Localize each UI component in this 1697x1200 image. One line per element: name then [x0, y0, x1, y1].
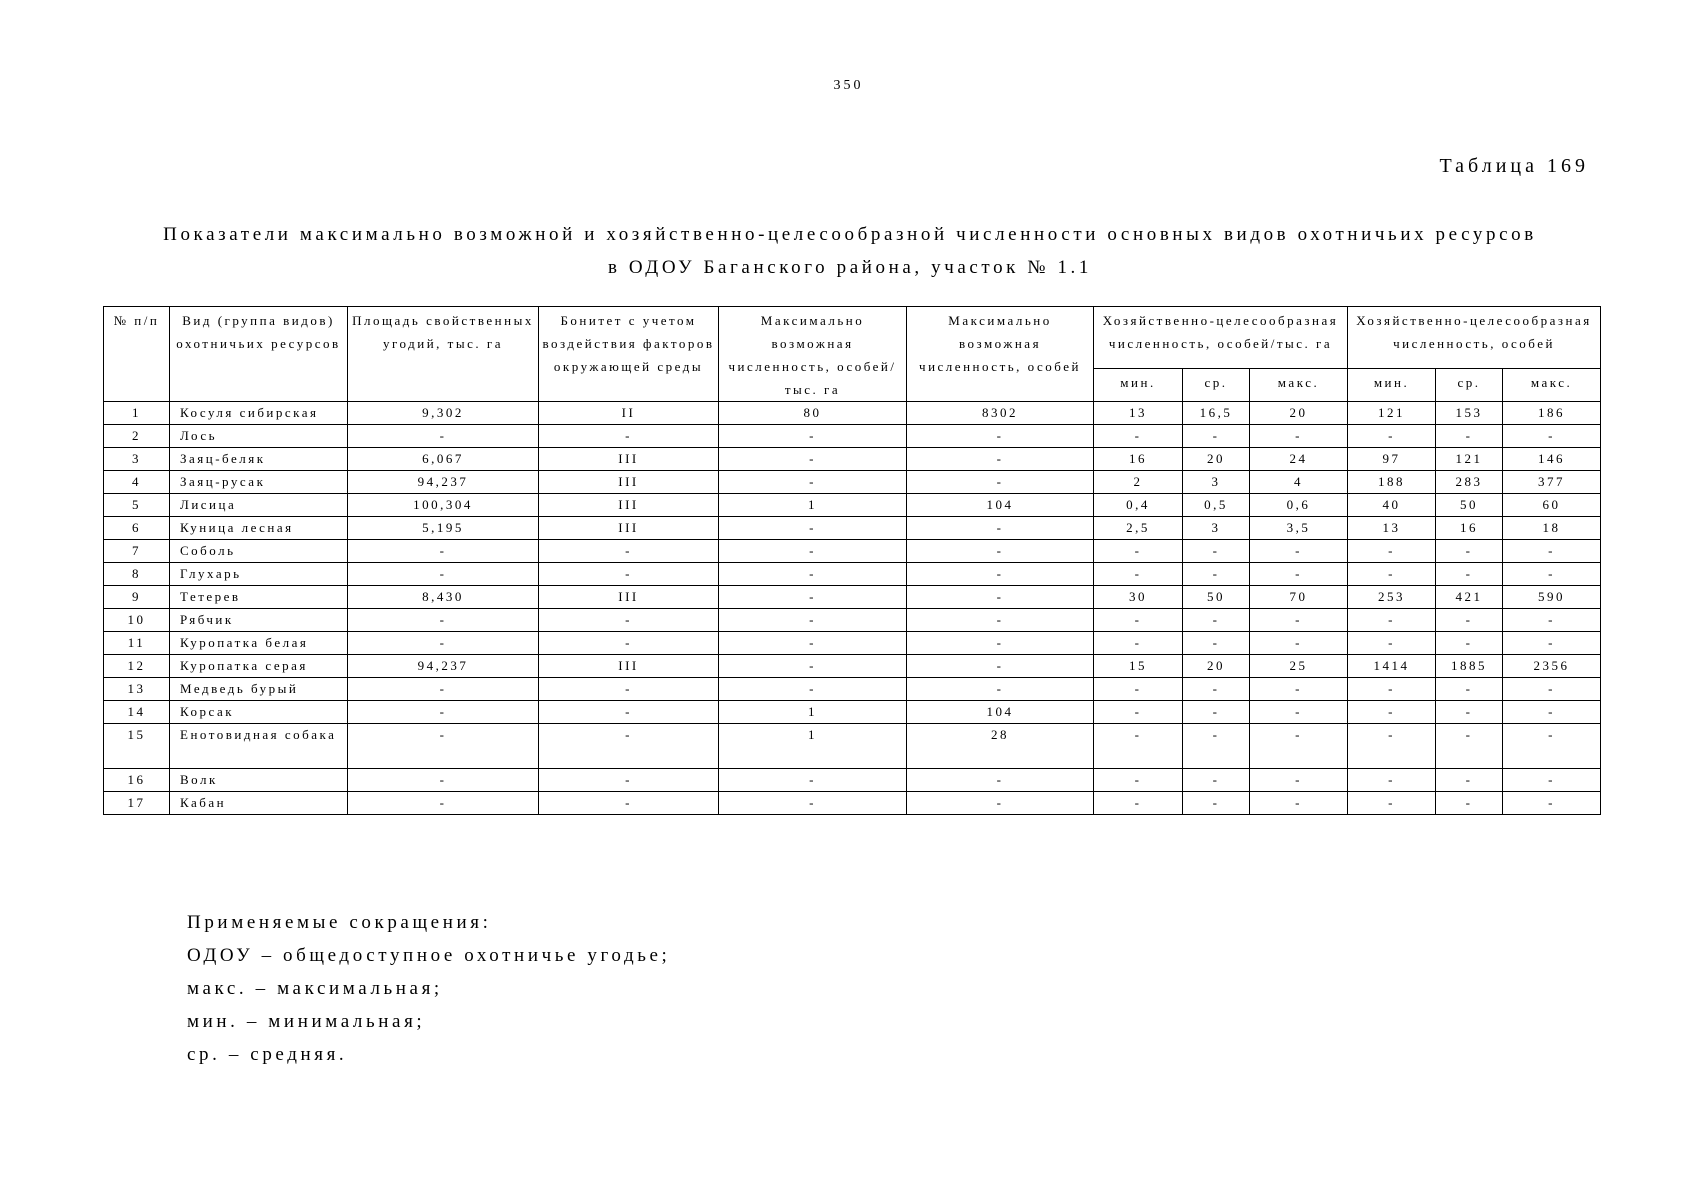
cell-bonitet: II: [539, 402, 719, 425]
cell-max-density: -: [719, 678, 907, 701]
cell-area: 5,195: [348, 517, 539, 540]
cell-hz-count-avg: 153: [1436, 402, 1503, 425]
cell-hz-count-avg: 121: [1436, 448, 1503, 471]
cell-hz-density-avg: -: [1183, 563, 1250, 586]
page-number: 350: [833, 78, 864, 93]
cell-hz-density-max: -: [1250, 678, 1348, 701]
cell-max-density: -: [719, 632, 907, 655]
cell-hz-count-avg: -: [1436, 563, 1503, 586]
abbreviation-item: мин. – минимальная;: [187, 1011, 426, 1032]
cell-hz-count-max: -: [1503, 632, 1601, 655]
cell-hz-density-min: 16: [1094, 448, 1183, 471]
cell-row-number: 1: [104, 402, 170, 425]
cell-species-name: Соболь: [170, 540, 348, 563]
table-row: [104, 563, 1601, 586]
table-row: [104, 448, 1601, 471]
cell-hz-density-max: 20: [1250, 402, 1348, 425]
cell-hz-count-avg: 16: [1436, 517, 1503, 540]
cell-species-name: Лисица: [170, 494, 348, 517]
cell-max-count: 104: [907, 494, 1094, 517]
cell-hz-density-max: -: [1250, 563, 1348, 586]
cell-hz-count-max: -: [1503, 724, 1601, 769]
header-hz-count-avg: ср.: [1436, 369, 1503, 402]
cell-area: -: [348, 425, 539, 448]
cell-hz-count-avg: 421: [1436, 586, 1503, 609]
cell-hz-density-max: -: [1250, 540, 1348, 563]
cell-area: 6,067: [348, 448, 539, 471]
cell-hz-density-min: -: [1094, 563, 1183, 586]
cell-bonitet: -: [539, 540, 719, 563]
cell-species-name: Рябчик: [170, 609, 348, 632]
cell-hz-count-max: -: [1503, 540, 1601, 563]
cell-area: -: [348, 769, 539, 792]
table-row: [104, 769, 1601, 792]
cell-bonitet: III: [539, 517, 719, 540]
cell-species-name: Медведь бурый: [170, 678, 348, 701]
cell-area: -: [348, 678, 539, 701]
cell-row-number: 5: [104, 494, 170, 517]
cell-hz-density-avg: -: [1183, 701, 1250, 724]
cell-hz-count-min: 121: [1348, 402, 1436, 425]
cell-hz-density-max: -: [1250, 609, 1348, 632]
cell-bonitet: -: [539, 563, 719, 586]
cell-hz-density-min: -: [1094, 540, 1183, 563]
table-row: [104, 678, 1601, 701]
cell-hz-density-max: 4: [1250, 471, 1348, 494]
table-row: [104, 655, 1601, 678]
header-area: Площадь свойственных угодий, тыс. га: [348, 307, 539, 402]
cell-hz-count-max: 146: [1503, 448, 1601, 471]
header-max-count: Максимально возможная численность, особей: [907, 307, 1094, 402]
cell-max-count: -: [907, 517, 1094, 540]
table-row: [104, 701, 1601, 724]
cell-max-density: -: [719, 769, 907, 792]
cell-species-name: Кабан: [170, 792, 348, 815]
cell-species-name: Лось: [170, 425, 348, 448]
cell-area: -: [348, 563, 539, 586]
cell-hz-density-avg: 3: [1183, 471, 1250, 494]
cell-row-number: 8: [104, 563, 170, 586]
cell-bonitet: III: [539, 471, 719, 494]
cell-hz-count-avg: -: [1436, 609, 1503, 632]
cell-max-count: 28: [907, 724, 1094, 769]
cell-max-density: 80: [719, 402, 907, 425]
cell-max-count: 104: [907, 701, 1094, 724]
header-hz-count-max: макс.: [1503, 369, 1601, 402]
cell-hz-count-avg: 283: [1436, 471, 1503, 494]
cell-hz-count-avg: -: [1436, 425, 1503, 448]
cell-max-count: -: [907, 609, 1094, 632]
cell-max-count: -: [907, 425, 1094, 448]
cell-species-name: Тетерев: [170, 586, 348, 609]
cell-area: 94,237: [348, 471, 539, 494]
cell-bonitet: III: [539, 655, 719, 678]
cell-hz-count-avg: -: [1436, 540, 1503, 563]
cell-max-count: -: [907, 586, 1094, 609]
cell-species-name: Косуля сибирская: [170, 402, 348, 425]
cell-area: -: [348, 724, 539, 769]
cell-hz-count-max: 2356: [1503, 655, 1601, 678]
cell-hz-density-avg: -: [1183, 632, 1250, 655]
cell-max-density: 1: [719, 724, 907, 769]
cell-species-name: Заяц-русак: [170, 471, 348, 494]
cell-hz-density-min: 2: [1094, 471, 1183, 494]
cell-hz-density-max: -: [1250, 769, 1348, 792]
cell-hz-count-max: 60: [1503, 494, 1601, 517]
cell-max-density: 1: [719, 701, 907, 724]
cell-area: 9,302: [348, 402, 539, 425]
table-row: [104, 494, 1601, 517]
table-row: [104, 425, 1601, 448]
cell-hz-count-min: -: [1348, 792, 1436, 815]
cell-hz-count-min: 188: [1348, 471, 1436, 494]
cell-hz-density-avg: -: [1183, 425, 1250, 448]
table-body: [104, 402, 1601, 815]
cell-bonitet: -: [539, 701, 719, 724]
cell-row-number: 15: [104, 724, 170, 769]
cell-hz-density-min: -: [1094, 792, 1183, 815]
abbreviation-item: макс. – максимальная;: [187, 978, 443, 999]
title-line-2: в ОДОУ Баганского района, участок № 1.1: [607, 257, 1092, 278]
cell-bonitet: -: [539, 769, 719, 792]
cell-hz-density-min: 15: [1094, 655, 1183, 678]
cell-hz-count-min: -: [1348, 678, 1436, 701]
cell-hz-density-min: -: [1094, 632, 1183, 655]
cell-hz-density-max: -: [1250, 632, 1348, 655]
cell-max-density: -: [719, 448, 907, 471]
header-hz-density: Хозяйственно-целесообразная численность, особей/тыс. га: [1094, 307, 1348, 369]
cell-hz-density-avg: 3: [1183, 517, 1250, 540]
cell-max-density: -: [719, 792, 907, 815]
cell-hz-density-max: -: [1250, 792, 1348, 815]
cell-hz-count-avg: -: [1436, 632, 1503, 655]
cell-area: 100,304: [348, 494, 539, 517]
cell-max-density: -: [719, 425, 907, 448]
cell-species-name: Куропатка белая: [170, 632, 348, 655]
cell-row-number: 13: [104, 678, 170, 701]
table-row: [104, 586, 1601, 609]
cell-hz-count-avg: -: [1436, 769, 1503, 792]
cell-max-density: -: [719, 655, 907, 678]
cell-row-number: 10: [104, 609, 170, 632]
cell-species-name: Куница лесная: [170, 517, 348, 540]
cell-max-count: -: [907, 655, 1094, 678]
cell-max-count: -: [907, 563, 1094, 586]
cell-hz-density-min: -: [1094, 609, 1183, 632]
header-bonitet: Бонитет с учетом воздействия факторов окружающей среды: [539, 307, 719, 402]
cell-max-density: -: [719, 471, 907, 494]
cell-hz-count-max: 186: [1503, 402, 1601, 425]
header-hz-count: Хозяйственно-целесообразная численность, особей: [1348, 307, 1601, 369]
cell-hz-count-min: 13: [1348, 517, 1436, 540]
cell-hz-density-avg: -: [1183, 792, 1250, 815]
cell-species-name: Корсак: [170, 701, 348, 724]
header-hz-density-avg: ср.: [1183, 369, 1250, 402]
cell-hz-count-min: -: [1348, 540, 1436, 563]
cell-hz-density-min: -: [1094, 701, 1183, 724]
cell-hz-density-avg: -: [1183, 609, 1250, 632]
cell-hz-density-max: -: [1250, 425, 1348, 448]
cell-hz-count-max: -: [1503, 678, 1601, 701]
cell-hz-count-min: 253: [1348, 586, 1436, 609]
cell-hz-density-min: 13: [1094, 402, 1183, 425]
cell-hz-density-avg: 16,5: [1183, 402, 1250, 425]
cell-hz-density-avg: 50: [1183, 586, 1250, 609]
cell-area: 94,237: [348, 655, 539, 678]
table-row: [104, 632, 1601, 655]
table-row: [104, 724, 1601, 769]
cell-hz-density-avg: 20: [1183, 448, 1250, 471]
cell-row-number: 17: [104, 792, 170, 815]
cell-row-number: 14: [104, 701, 170, 724]
cell-hz-density-avg: -: [1183, 678, 1250, 701]
cell-hz-density-min: -: [1094, 769, 1183, 792]
table-row: [104, 792, 1601, 815]
cell-hz-count-min: -: [1348, 425, 1436, 448]
resources-table: [103, 306, 1601, 815]
cell-bonitet: III: [539, 586, 719, 609]
cell-hz-count-min: 97: [1348, 448, 1436, 471]
cell-hz-count-max: 377: [1503, 471, 1601, 494]
cell-bonitet: -: [539, 425, 719, 448]
cell-hz-density-avg: 20: [1183, 655, 1250, 678]
cell-max-count: -: [907, 792, 1094, 815]
cell-hz-count-avg: 50: [1436, 494, 1503, 517]
table-row: [104, 402, 1601, 425]
cell-max-density: -: [719, 609, 907, 632]
cell-bonitet: -: [539, 724, 719, 769]
cell-max-count: -: [907, 540, 1094, 563]
cell-hz-density-min: -: [1094, 724, 1183, 769]
cell-max-count: -: [907, 471, 1094, 494]
cell-row-number: 16: [104, 769, 170, 792]
cell-bonitet: -: [539, 792, 719, 815]
cell-hz-density-max: -: [1250, 701, 1348, 724]
cell-max-count: -: [907, 678, 1094, 701]
cell-hz-density-avg: -: [1183, 540, 1250, 563]
cell-area: -: [348, 632, 539, 655]
cell-area: -: [348, 792, 539, 815]
cell-area: 8,430: [348, 586, 539, 609]
cell-max-count: -: [907, 769, 1094, 792]
cell-hz-count-avg: -: [1436, 701, 1503, 724]
cell-max-density: 1: [719, 494, 907, 517]
header-number: № п/п: [104, 307, 170, 402]
cell-hz-count-min: -: [1348, 609, 1436, 632]
cell-hz-count-avg: 1885: [1436, 655, 1503, 678]
abbreviations-heading: Применяемые сокращения:: [187, 912, 492, 933]
header-species: Вид (группа видов) охотничьих ресурсов: [170, 307, 348, 402]
header-hz-density-min: мин.: [1094, 369, 1183, 402]
cell-bonitet: -: [539, 609, 719, 632]
cell-bonitet: -: [539, 632, 719, 655]
cell-species-name: Волк: [170, 769, 348, 792]
table-row: [104, 517, 1601, 540]
cell-hz-count-max: -: [1503, 792, 1601, 815]
abbreviations: [187, 906, 670, 1071]
cell-hz-density-max: 24: [1250, 448, 1348, 471]
abbreviation-item: ОДОУ – общедоступное охотничье угодье;: [187, 945, 671, 966]
cell-hz-density-max: 3,5: [1250, 517, 1348, 540]
cell-hz-count-min: -: [1348, 769, 1436, 792]
cell-max-count: -: [907, 448, 1094, 471]
header-hz-density-max: макс.: [1250, 369, 1348, 402]
cell-max-density: -: [719, 540, 907, 563]
cell-hz-density-min: 2,5: [1094, 517, 1183, 540]
cell-hz-density-avg: -: [1183, 724, 1250, 769]
cell-hz-density-min: -: [1094, 678, 1183, 701]
cell-row-number: 9: [104, 586, 170, 609]
cell-hz-count-max: -: [1503, 425, 1601, 448]
table-row: [104, 540, 1601, 563]
cell-bonitet: III: [539, 494, 719, 517]
cell-hz-density-min: 30: [1094, 586, 1183, 609]
cell-area: -: [348, 701, 539, 724]
table-row: [104, 471, 1601, 494]
cell-hz-density-min: 0,4: [1094, 494, 1183, 517]
cell-max-density: -: [719, 517, 907, 540]
cell-hz-density-max: -: [1250, 724, 1348, 769]
document-title: [100, 218, 1600, 284]
cell-hz-count-min: -: [1348, 563, 1436, 586]
cell-max-density: -: [719, 563, 907, 586]
cell-species-name: Енотовидная собака: [170, 724, 348, 769]
cell-species-name: Заяц-беляк: [170, 448, 348, 471]
cell-row-number: 11: [104, 632, 170, 655]
cell-area: -: [348, 540, 539, 563]
cell-row-number: 12: [104, 655, 170, 678]
cell-hz-density-avg: 0,5: [1183, 494, 1250, 517]
cell-species-name: Глухарь: [170, 563, 348, 586]
cell-hz-density-max: 0,6: [1250, 494, 1348, 517]
cell-hz-density-avg: -: [1183, 769, 1250, 792]
cell-max-count: -: [907, 632, 1094, 655]
cell-row-number: 2: [104, 425, 170, 448]
cell-bonitet: III: [539, 448, 719, 471]
cell-row-number: 6: [104, 517, 170, 540]
cell-hz-count-max: -: [1503, 563, 1601, 586]
cell-hz-count-max: -: [1503, 609, 1601, 632]
cell-area: -: [348, 609, 539, 632]
cell-hz-density-max: 70: [1250, 586, 1348, 609]
cell-hz-count-avg: -: [1436, 724, 1503, 769]
cell-hz-density-max: 25: [1250, 655, 1348, 678]
cell-hz-count-min: -: [1348, 632, 1436, 655]
cell-row-number: 3: [104, 448, 170, 471]
cell-species-name: Куропатка серая: [170, 655, 348, 678]
abbreviation-item: ср. – средняя.: [187, 1044, 348, 1065]
cell-hz-count-avg: -: [1436, 678, 1503, 701]
cell-hz-count-min: 1414: [1348, 655, 1436, 678]
cell-hz-count-max: -: [1503, 769, 1601, 792]
cell-hz-count-max: 18: [1503, 517, 1601, 540]
cell-hz-count-min: 40: [1348, 494, 1436, 517]
cell-row-number: 7: [104, 540, 170, 563]
table-label: Таблица 169: [1439, 155, 1589, 177]
cell-hz-count-max: -: [1503, 701, 1601, 724]
header-max-density: Максимально возможная численность, особей/тыс. га: [719, 307, 907, 402]
cell-bonitet: -: [539, 678, 719, 701]
cell-max-count: 8302: [907, 402, 1094, 425]
cell-hz-density-min: -: [1094, 425, 1183, 448]
cell-hz-count-avg: -: [1436, 792, 1503, 815]
table-header: [104, 307, 1601, 402]
title-line-1: Показатели максимально возможной и хозяйственно-целесообразной численности основных видов охотничьих ресурсов: [163, 224, 1537, 245]
cell-row-number: 4: [104, 471, 170, 494]
cell-hz-count-max: 590: [1503, 586, 1601, 609]
cell-hz-count-min: -: [1348, 724, 1436, 769]
cell-max-density: -: [719, 586, 907, 609]
header-hz-count-min: мин.: [1348, 369, 1436, 402]
cell-hz-count-min: -: [1348, 701, 1436, 724]
table-row: [104, 609, 1601, 632]
